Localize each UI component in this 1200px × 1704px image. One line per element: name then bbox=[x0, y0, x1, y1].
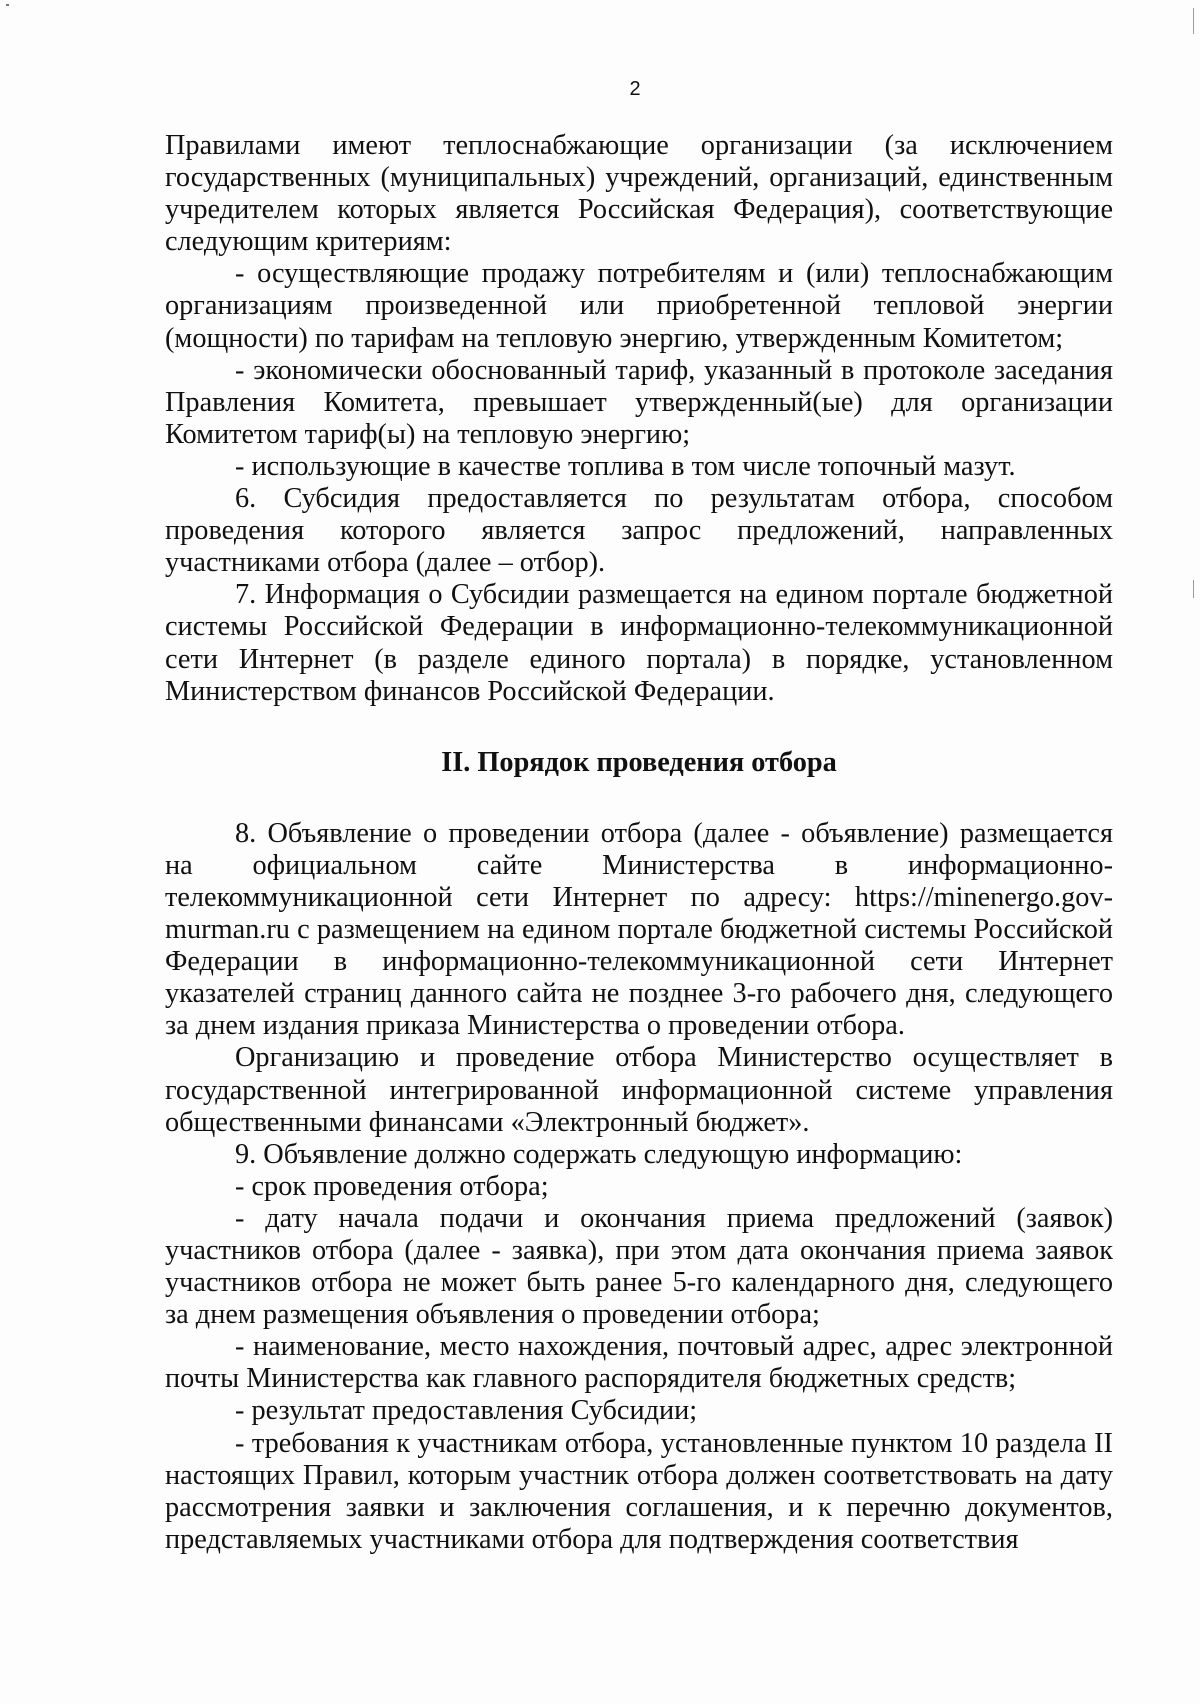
paragraph: Организацию и проведение отбора Министерство осуществляет в государственной интегрированной информационной системе управления общественными финансами «Электронный бюджет». bbox=[165, 1042, 1113, 1138]
list-item: - экономически обоснованный тариф, указанный в протоколе заседания Правления Комитета, превышает утвержденный(ые) для организации Комитетом тариф(ы) на тепловую энергию; bbox=[165, 354, 1113, 450]
list-item: - наименование, место нахождения, почтовый адрес, адрес электронной почты Министерства как главного распорядителя бюджетных средств; bbox=[165, 1331, 1113, 1395]
section-heading: II. Порядок проведения отбора bbox=[441, 746, 837, 778]
list-item: - срок проведения отбора; bbox=[235, 1170, 549, 1202]
list-item: - использующие в качестве топлива в том числе топочный мазут. bbox=[235, 450, 1016, 482]
scan-margin-line bbox=[1193, 8, 1194, 34]
list-item: - осуществляющие продажу потребителям и (или) теплоснабжающим организациям произведенной или приобретенной тепловой энергии (мощности) по тарифам на тепловую энергию, утвержденным Комитетом; bbox=[165, 258, 1113, 354]
page-number: 2 bbox=[629, 78, 641, 100]
list-item: - дату начала подачи и окончания приема предложений (заявок) участников отбора (далее - заявка), при этом дата окончания приема заявок участников отбора не может быть ранее 5-го календарного дня, следующего за днем размещения объявления о проведении отбора; bbox=[165, 1202, 1113, 1331]
paragraph: 6. Субсидия предоставляется по результатам отбора, способом проведения которого является запрос предложений, направленных участниками отбора (далее – отбор). bbox=[165, 483, 1113, 579]
paragraph: 9. Объявление должно содержать следующую информацию: bbox=[235, 1138, 963, 1170]
document-body bbox=[165, 130, 1113, 1556]
scan-margin-line bbox=[1193, 580, 1194, 598]
paragraph: Правилами имеют теплоснабжающие организации (за исключением государственных (муниципальных) учреждений, организаций, единственным учредителем которых является Российская Федерация), соответствующие следующим критериям: bbox=[165, 130, 1113, 258]
list-item: - требования к участникам отбора, установленные пунктом 10 раздела II настоящих Правил, которым участник отбора должен соответствовать на дату рассмотрения заявки и заключения соглашения, и к перечню документов, представляемых участниками отбора для подтверждения соответствия bbox=[165, 1427, 1113, 1555]
paragraph: 7. Информация о Субсидии размещается на едином портале бюджетной системы Российской Федерации в информационно-телекоммуникационной сети Интернет (в разделе единого портала) в порядке, установленном Министерством финансов Российской Федерации. bbox=[165, 579, 1113, 707]
scan-artifact-mark bbox=[6, 4, 9, 6]
list-item: - результат предоставления Субсидии; bbox=[235, 1395, 698, 1427]
paragraph: 8. Объявление о проведении отбора (далее - объявление) размещается на официальном сайте Министерства в информационно-телекоммуникационной сети Интернет по адресу: https://minenergo.gov-murman.ru с размещением на едином портале бюджетной системы Российской Федерации в информационно-телекоммуникационной сети Интернет указателей страниц данного сайта не позднее 3-го рабочего дня, следующего за днем издания приказа Министерства о проведении отбора. bbox=[165, 817, 1113, 1042]
